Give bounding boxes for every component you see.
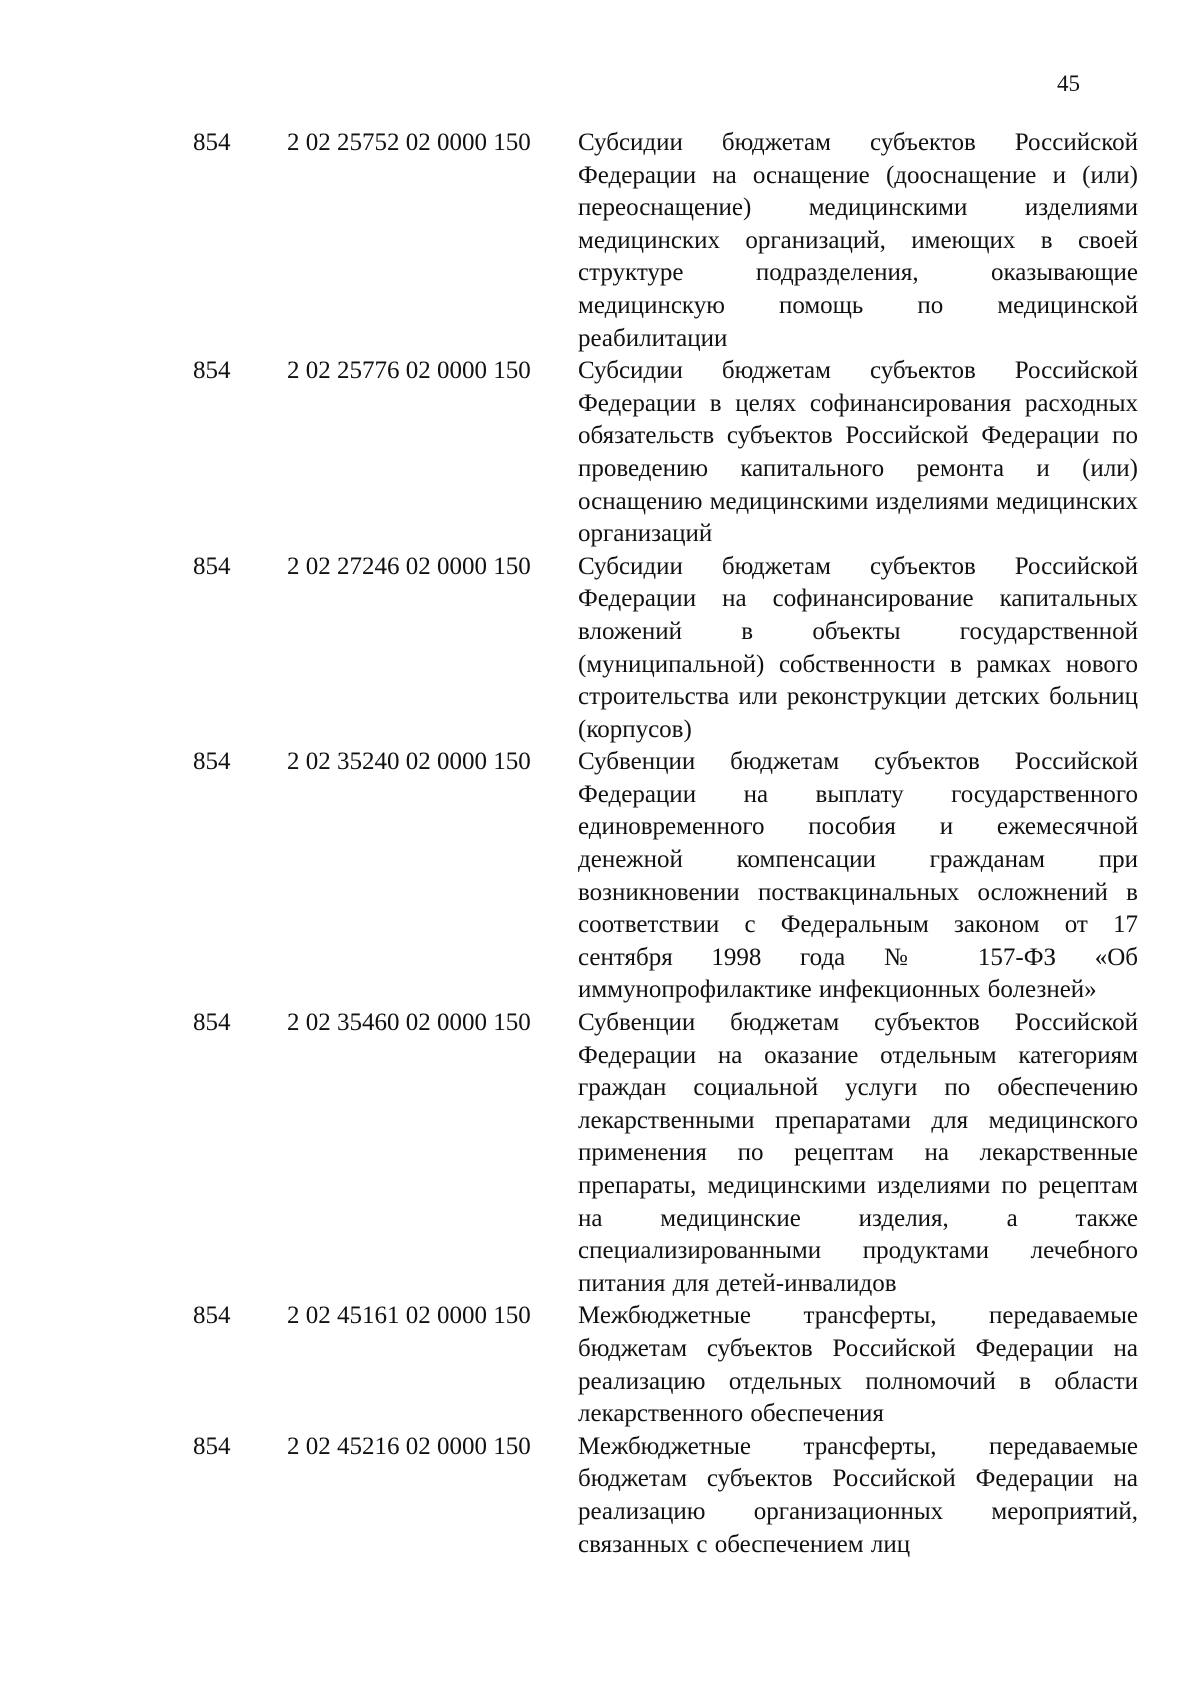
admin-code: 854 (193, 552, 231, 580)
table-row (0, 1300, 1200, 1430)
table-row (0, 1431, 1200, 1561)
row-description: Субвенции бюджетам субъектов Российской Федерации на оказание отдельным категориям граждан социальной услуги по обеспечению лекарственными препаратами для медицинского применения по рецептам на лекарственные препараты, медицинскими изделиями по рецептам на медицинские изделия, а также специализированными продуктами лечебного питания для детей-инвалидов (578, 1009, 1138, 1297)
row-description: Субвенции бюджетам субъектов Российской Федерации на выплату государственного единовременного пособия и ежемесячной денежной компенсации гражданам при возникновении поствакцинальных осложнений в соответствии с Федеральным законом от 17 сентября 1998 года № 157-ФЗ «Об иммунопрофилактике инфекционных болезней» (578, 748, 1138, 1004)
row-description: Субсидии бюджетам субъектов Российской Федерации на софинансирование капитальных вложений в объекты государственной (муниципальной) собственности в рамках нового строительства или реконструкции детских больниц (корпусов) (578, 552, 1138, 743)
table-row (0, 551, 1200, 747)
table-row (0, 1007, 1200, 1300)
admin-code: 854 (193, 748, 231, 776)
table-row (0, 355, 1200, 551)
budget-classification-code: 2 02 35460 02 0000 150 (287, 1009, 531, 1037)
row-description: Межбюджетные трансферты, передаваемые бюджетам субъектов Российской Федерации на реализацию отдельных полномочий в области лекарственного обеспечения (578, 1302, 1138, 1428)
admin-code: 854 (193, 357, 231, 385)
budget-code-table (0, 127, 1200, 1561)
admin-code: 854 (193, 1302, 231, 1330)
row-description: Субсидии бюджетам субъектов Российской Федерации в целях софинансирования расходных обязательств субъектов Российской Федерации по проведению капитального ремонта и (или) оснащению медицинскими изделиями медицинских организаций (578, 357, 1138, 548)
budget-classification-code: 2 02 45161 02 0000 150 (287, 1302, 531, 1330)
admin-code: 854 (193, 1009, 231, 1037)
table-row (0, 746, 1200, 1007)
budget-classification-code: 2 02 27246 02 0000 150 (287, 552, 531, 580)
page-number: 45 (1057, 71, 1080, 96)
budget-classification-code: 2 02 35240 02 0000 150 (287, 748, 531, 776)
row-description: Межбюджетные трансферты, передаваемые бюджетам субъектов Российской Федерации на реализацию организационных мероприятий, связанных с обеспечением лиц (578, 1432, 1138, 1558)
budget-classification-code: 2 02 25776 02 0000 150 (287, 357, 531, 385)
admin-code: 854 (193, 1432, 231, 1460)
budget-classification-code: 2 02 45216 02 0000 150 (287, 1432, 531, 1460)
admin-code: 854 (193, 129, 231, 156)
budget-classification-code: 2 02 25752 02 0000 150 (287, 129, 531, 156)
table-row (0, 127, 1200, 355)
row-description: Субсидии бюджетам субъектов Российской Федерации на оснащение (дооснащение и (или) переоснащение) медицинскими изделиями медицинских организаций, имеющих в своей структуре подразделения, оказывающие медицинскую помощь по медицинской реабилитации (578, 129, 1138, 352)
